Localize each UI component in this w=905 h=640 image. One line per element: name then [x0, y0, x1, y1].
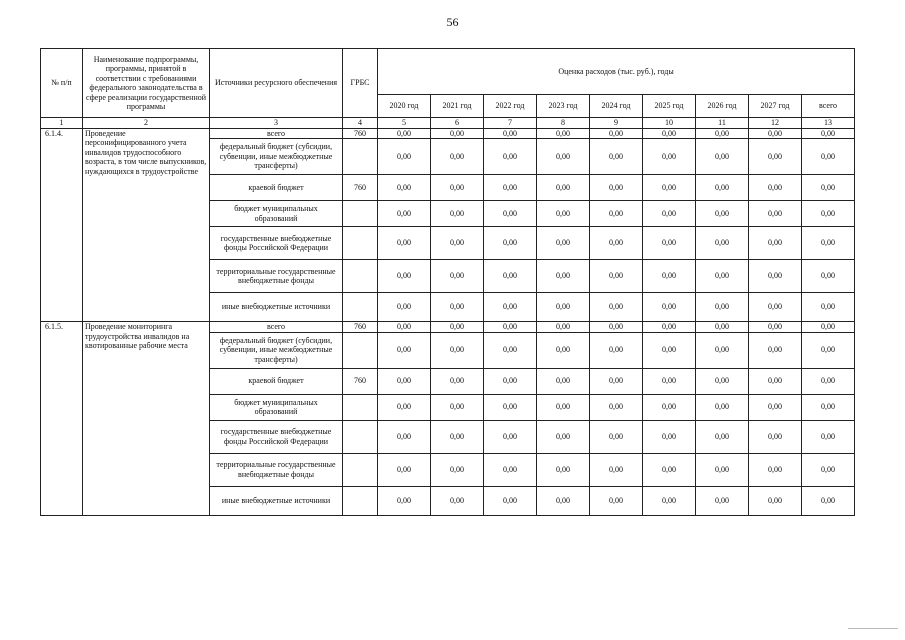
- year-value: 0,00: [643, 332, 696, 368]
- funding-source: краевой бюджет: [210, 368, 343, 394]
- year-value: 0,00: [696, 227, 749, 260]
- year-value: 0,00: [590, 420, 643, 453]
- year-value: 0,00: [431, 394, 484, 420]
- column-index: 11: [696, 118, 749, 129]
- year-value: 0,00: [537, 139, 590, 175]
- year-value: 0,00: [696, 394, 749, 420]
- total-value: 0,00: [802, 227, 855, 260]
- column-index: 13: [802, 118, 855, 129]
- total-value: 0,00: [802, 293, 855, 322]
- year-value: 0,00: [643, 139, 696, 175]
- column-index: 9: [590, 118, 643, 129]
- year-value: 0,00: [431, 332, 484, 368]
- year-value: 0,00: [378, 293, 431, 322]
- header-year: 2023 год: [537, 95, 590, 118]
- header-sources: Источники ресурсного обеспечения: [210, 49, 343, 118]
- header-grbs: ГРБС: [343, 49, 378, 118]
- year-value: 0,00: [431, 139, 484, 175]
- grbs-code: 760: [343, 128, 378, 139]
- funding-source: бюджет муниципальных образований: [210, 394, 343, 420]
- grbs-code: [343, 293, 378, 322]
- year-value: 0,00: [696, 293, 749, 322]
- year-value: 0,00: [696, 139, 749, 175]
- year-value: 0,00: [590, 260, 643, 293]
- total-value: 0,00: [802, 201, 855, 227]
- header-name: Наименование подпрограммы, программы, принятой в соответствии с требованиями федерального законодательства в сфере реализации государственной программы: [83, 49, 210, 118]
- header-year: 2024 год: [590, 95, 643, 118]
- column-index: 3: [210, 118, 343, 129]
- year-value: 0,00: [378, 486, 431, 515]
- total-value: 0,00: [802, 322, 855, 333]
- header-year: 2022 год: [484, 95, 537, 118]
- total-value: 0,00: [802, 139, 855, 175]
- year-value: 0,00: [378, 368, 431, 394]
- year-value: 0,00: [484, 139, 537, 175]
- header-year: 2025 год: [643, 95, 696, 118]
- year-value: 0,00: [590, 394, 643, 420]
- year-value: 0,00: [749, 332, 802, 368]
- grbs-code: [343, 486, 378, 515]
- year-value: 0,00: [590, 139, 643, 175]
- year-value: 0,00: [749, 293, 802, 322]
- grbs-code: [343, 139, 378, 175]
- total-value: 0,00: [802, 128, 855, 139]
- year-value: 0,00: [696, 128, 749, 139]
- year-value: 0,00: [537, 453, 590, 486]
- year-value: 0,00: [431, 293, 484, 322]
- year-value: 0,00: [378, 128, 431, 139]
- year-value: 0,00: [537, 322, 590, 333]
- year-value: 0,00: [749, 453, 802, 486]
- grbs-code: [343, 394, 378, 420]
- year-value: 0,00: [431, 453, 484, 486]
- year-value: 0,00: [484, 201, 537, 227]
- year-value: 0,00: [484, 486, 537, 515]
- year-value: 0,00: [431, 227, 484, 260]
- funding-source: территориальные государственные внебюджетные фонды: [210, 260, 343, 293]
- column-index: 12: [749, 118, 802, 129]
- header-year: 2021 год: [431, 95, 484, 118]
- row-number: 6.1.4.: [41, 128, 83, 322]
- funding-source: государственные внебюджетные фонды Российской Федерации: [210, 420, 343, 453]
- year-value: 0,00: [484, 420, 537, 453]
- year-value: 0,00: [537, 260, 590, 293]
- year-value: 0,00: [537, 486, 590, 515]
- year-value: 0,00: [696, 368, 749, 394]
- year-value: 0,00: [749, 486, 802, 515]
- year-value: 0,00: [696, 175, 749, 201]
- year-value: 0,00: [643, 293, 696, 322]
- year-value: 0,00: [537, 293, 590, 322]
- row-number: 6.1.5.: [41, 322, 83, 516]
- funding-source: иные внебюджетные источники: [210, 293, 343, 322]
- grbs-code: [343, 260, 378, 293]
- funding-source: государственные внебюджетные фонды Российской Федерации: [210, 227, 343, 260]
- year-value: 0,00: [696, 260, 749, 293]
- year-value: 0,00: [749, 394, 802, 420]
- year-value: 0,00: [643, 420, 696, 453]
- year-value: 0,00: [378, 322, 431, 333]
- year-value: 0,00: [749, 128, 802, 139]
- total-value: 0,00: [802, 420, 855, 453]
- year-value: 0,00: [378, 394, 431, 420]
- year-value: 0,00: [537, 394, 590, 420]
- year-value: 0,00: [378, 453, 431, 486]
- year-value: 0,00: [590, 486, 643, 515]
- year-value: 0,00: [484, 368, 537, 394]
- header-year: 2026 год: [696, 95, 749, 118]
- year-value: 0,00: [749, 322, 802, 333]
- program-name: Проведение персонифицированного учета инвалидов трудоспособного возраста, в том числе выпускников, нуждающихся в трудоустройстве: [83, 128, 210, 322]
- total-value: 0,00: [802, 175, 855, 201]
- year-value: 0,00: [378, 139, 431, 175]
- grbs-code: [343, 227, 378, 260]
- column-index: 5: [378, 118, 431, 129]
- total-value: 0,00: [802, 368, 855, 394]
- year-value: 0,00: [431, 175, 484, 201]
- column-index: 7: [484, 118, 537, 129]
- column-index: 6: [431, 118, 484, 129]
- year-value: 0,00: [537, 201, 590, 227]
- column-index: 2: [83, 118, 210, 129]
- year-value: 0,00: [431, 260, 484, 293]
- header-year: 2027 год: [749, 95, 802, 118]
- funding-source: всего: [210, 322, 343, 333]
- year-value: 0,00: [643, 322, 696, 333]
- funding-source: краевой бюджет: [210, 175, 343, 201]
- year-value: 0,00: [537, 368, 590, 394]
- year-value: 0,00: [590, 322, 643, 333]
- year-value: 0,00: [431, 128, 484, 139]
- year-value: 0,00: [484, 293, 537, 322]
- funding-source: федеральный бюджет (субсидии, субвенции, иные межбюджетные трансферты): [210, 332, 343, 368]
- year-value: 0,00: [643, 128, 696, 139]
- year-value: 0,00: [378, 260, 431, 293]
- year-value: 0,00: [696, 322, 749, 333]
- scan-artifact: [848, 628, 898, 629]
- column-index: 8: [537, 118, 590, 129]
- year-value: 0,00: [431, 420, 484, 453]
- column-index: 1: [41, 118, 83, 129]
- year-value: 0,00: [749, 260, 802, 293]
- header-estimate: Оценка расходов (тыс. руб.), годы: [378, 49, 855, 95]
- year-value: 0,00: [643, 486, 696, 515]
- total-value: 0,00: [802, 332, 855, 368]
- grbs-code: [343, 420, 378, 453]
- page-number: 56: [446, 15, 459, 29]
- total-value: 0,00: [802, 453, 855, 486]
- year-value: 0,00: [749, 201, 802, 227]
- year-value: 0,00: [484, 128, 537, 139]
- table-row: [41, 128, 855, 139]
- year-value: 0,00: [431, 322, 484, 333]
- year-value: 0,00: [378, 201, 431, 227]
- year-value: 0,00: [484, 227, 537, 260]
- expenditure-table: [40, 48, 855, 516]
- year-value: 0,00: [643, 260, 696, 293]
- header-year: 2020 год: [378, 95, 431, 118]
- header-total: всего: [802, 95, 855, 118]
- year-value: 0,00: [590, 175, 643, 201]
- program-name: Проведение мониторинга трудоустройства инвалидов на квотированные рабочие места: [83, 322, 210, 516]
- grbs-code: 760: [343, 368, 378, 394]
- grbs-code: 760: [343, 175, 378, 201]
- total-value: 0,00: [802, 260, 855, 293]
- year-value: 0,00: [643, 394, 696, 420]
- year-value: 0,00: [643, 368, 696, 394]
- year-value: 0,00: [696, 201, 749, 227]
- year-value: 0,00: [643, 453, 696, 486]
- year-value: 0,00: [590, 128, 643, 139]
- year-value: 0,00: [749, 175, 802, 201]
- header-num: № п/п: [41, 49, 83, 118]
- year-value: 0,00: [378, 227, 431, 260]
- year-value: 0,00: [484, 322, 537, 333]
- funding-source: иные внебюджетные источники: [210, 486, 343, 515]
- year-value: 0,00: [484, 394, 537, 420]
- year-value: 0,00: [643, 227, 696, 260]
- year-value: 0,00: [431, 368, 484, 394]
- year-value: 0,00: [590, 453, 643, 486]
- year-value: 0,00: [537, 175, 590, 201]
- year-value: 0,00: [378, 332, 431, 368]
- year-value: 0,00: [537, 227, 590, 260]
- year-value: 0,00: [749, 420, 802, 453]
- year-value: 0,00: [749, 368, 802, 394]
- funding-source: территориальные государственные внебюджетные фонды: [210, 453, 343, 486]
- total-value: 0,00: [802, 486, 855, 515]
- year-value: 0,00: [590, 368, 643, 394]
- year-value: 0,00: [590, 201, 643, 227]
- total-value: 0,00: [802, 394, 855, 420]
- year-value: 0,00: [537, 332, 590, 368]
- year-value: 0,00: [590, 227, 643, 260]
- year-value: 0,00: [378, 420, 431, 453]
- year-value: 0,00: [590, 332, 643, 368]
- year-value: 0,00: [378, 175, 431, 201]
- funding-source: бюджет муниципальных образований: [210, 201, 343, 227]
- year-value: 0,00: [431, 201, 484, 227]
- year-value: 0,00: [537, 420, 590, 453]
- year-value: 0,00: [643, 175, 696, 201]
- column-index: 10: [643, 118, 696, 129]
- year-value: 0,00: [696, 486, 749, 515]
- year-value: 0,00: [537, 128, 590, 139]
- year-value: 0,00: [749, 227, 802, 260]
- column-index: 4: [343, 118, 378, 129]
- year-value: 0,00: [484, 332, 537, 368]
- grbs-code: 760: [343, 322, 378, 333]
- grbs-code: [343, 332, 378, 368]
- year-value: 0,00: [696, 453, 749, 486]
- year-value: 0,00: [484, 175, 537, 201]
- funding-source: федеральный бюджет (субсидии, субвенции, иные межбюджетные трансферты): [210, 139, 343, 175]
- year-value: 0,00: [431, 486, 484, 515]
- year-value: 0,00: [696, 332, 749, 368]
- grbs-code: [343, 453, 378, 486]
- year-value: 0,00: [749, 139, 802, 175]
- table-row: [41, 322, 855, 333]
- year-value: 0,00: [484, 453, 537, 486]
- year-value: 0,00: [643, 201, 696, 227]
- year-value: 0,00: [590, 293, 643, 322]
- year-value: 0,00: [484, 260, 537, 293]
- year-value: 0,00: [696, 420, 749, 453]
- grbs-code: [343, 201, 378, 227]
- funding-source: всего: [210, 128, 343, 139]
